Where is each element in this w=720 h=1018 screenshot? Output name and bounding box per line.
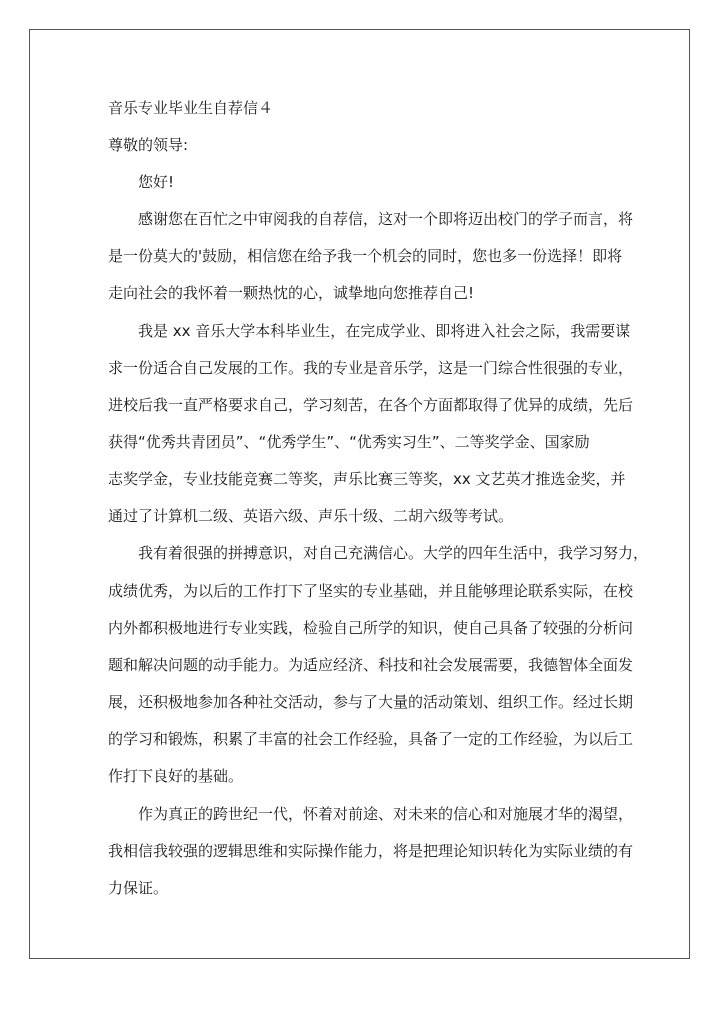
body-line: 展，还积极地参加各种社交活动，参与了大量的活动策划、组织工作。经过长期 <box>108 693 634 711</box>
salutation: 尊敬的领导: <box>108 136 189 154</box>
body-line: 求一份适合自己发展的工作。我的专业是音乐学，这是一门综合性很强的专业， <box>108 359 634 377</box>
body-line: 题和解决问题的动手能力。为适应经济、科技和社会发展需要，我德智体全面发 <box>108 656 634 674</box>
body-line: 通过了计算机二级、英语六级、声乐十级、二胡六级等考试。 <box>108 507 514 525</box>
body-line: 志奖学金，专业技能竞赛二等奖，声乐比赛三等奖，xx 文艺英才推选金奖，并 <box>108 470 626 488</box>
body-line: 的学习和锻炼，积累了丰富的社会工作经验，具备了一定的工作经验，为以后工 <box>108 730 634 748</box>
body-line: 进校后我一直严格要求自己，学习刻苦，在各个方面都取得了优异的成绩，先后 <box>108 396 634 414</box>
body-line: 力保证。 <box>108 879 169 897</box>
body-line: 我相信我较强的逻辑思维和实际操作能力，将是把理论知识转化为实际业绩的有 <box>108 842 634 860</box>
greeting-line: 您好! <box>138 173 175 191</box>
body-line: 获得“优秀共青团员”、“优秀学生”、“优秀实习生”、二等奖学金、国家励 <box>108 433 590 451</box>
body-line: 作为真正的跨世纪一代，怀着对前途、对未来的信心和对施展才华的渴望， <box>138 805 634 823</box>
body-line: 内外都积极地进行专业实践，检验自己所学的知识，使自己具备了较强的分析问 <box>108 619 634 637</box>
body-line: 是一份莫大的'鼓励，相信您在给予我一个机会的同时，您也多一份选择！即将 <box>108 247 623 265</box>
body-line: 我是 xx 音乐大学本科毕业生，在完成学业、即将进入社会之际，我需要谋 <box>138 322 631 340</box>
body-line: 感谢您在百忙之中审阅我的自荐信，这对一个即将迈出校门的学子而言，将 <box>138 210 634 228</box>
body-line: 我有着很强的拼搏意识，对自己充满信心。大学的四年生活中，我学习努力， <box>138 544 649 562</box>
document-title: 音乐专业毕业生自荐信４ <box>108 99 274 117</box>
body-line: 成绩优秀，为以后的工作打下了坚实的专业基础，并且能够理论联系实际，在校 <box>108 582 634 600</box>
body-line: 走向社会的我怀着一颗热忱的心，诚挚地向您推荐自己! <box>108 284 475 302</box>
body-line: 作打下良好的基础。 <box>108 767 244 785</box>
